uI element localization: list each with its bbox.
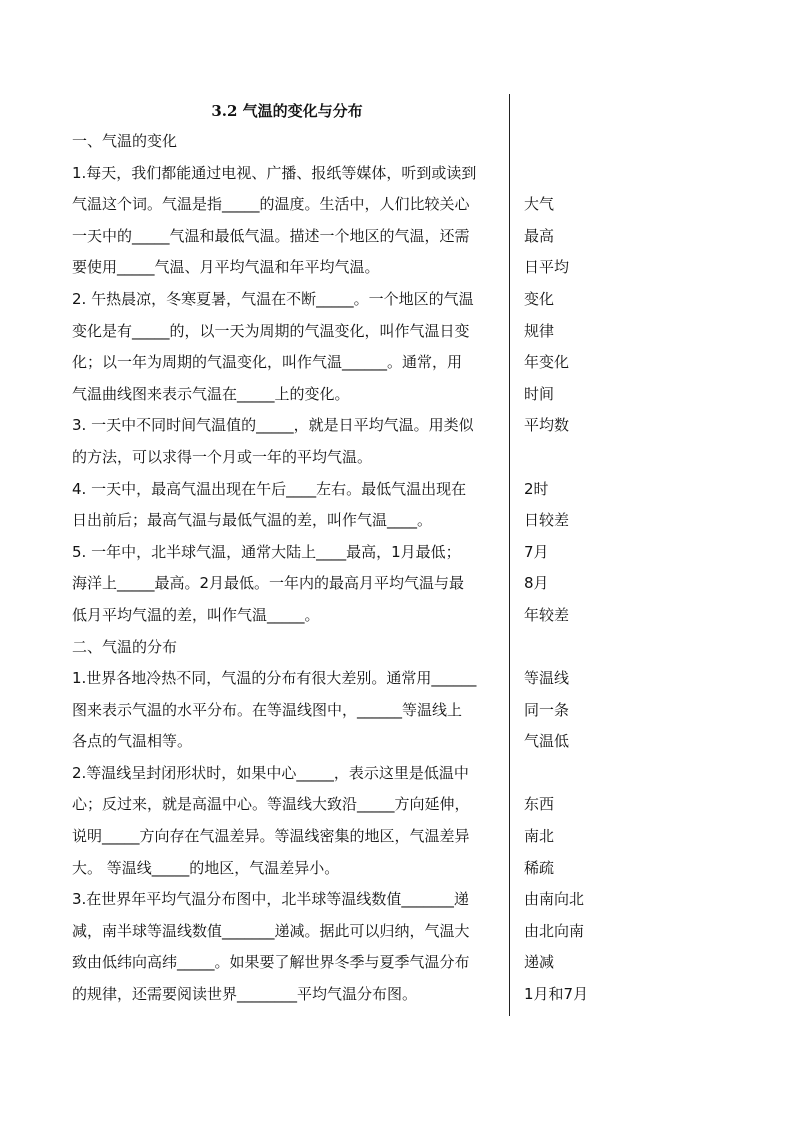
answer-line: 时间 xyxy=(524,384,555,403)
section-heading-1: 一、气温的变化 xyxy=(72,132,178,150)
answer-line: 平均数 xyxy=(524,416,570,435)
question-line: 日出前后；最高气温与最低气温的差，叫作气温____。 xyxy=(72,511,433,530)
question-line: 各点的气温相等。 xyxy=(72,732,193,751)
answer-line xyxy=(524,758,624,790)
question-line: 4. 一天中，最高气温出现在午后____左右。最低气温出现在 xyxy=(72,479,467,498)
answer-line: 等温线 xyxy=(524,669,570,688)
page-title: 3.2 气温的变化与分布 xyxy=(211,102,363,120)
question-line: 说明_____方向存在气温差异。等温线密集的地区，气温差异 xyxy=(72,827,470,846)
question-line: 2.等温线呈封闭形状时，如果中心_____，表示这里是低温中 xyxy=(72,763,469,782)
question-line: 气温这个词。气温是指_____的温度。生活中，人们比较关心 xyxy=(72,195,470,214)
question-line: 大。 等温线_____的地区，气温差异小。 xyxy=(72,858,340,877)
question-line: 1.世界各地冷热不同，气温的分布有很大差别。通常用______ xyxy=(72,669,477,688)
answer-line: 规律 xyxy=(524,321,555,340)
question-line: 化；以一年为周期的气温变化，叫作气温______。通常，用 xyxy=(72,353,463,372)
answer-line: 变化 xyxy=(524,289,555,308)
answer-line: 递减 xyxy=(524,953,555,972)
answer-line: 最高 xyxy=(524,226,555,245)
answer-line xyxy=(524,158,624,190)
answer-line xyxy=(524,632,624,664)
question-line: 海洋上_____最高。2月最低。一年内的最高月平均气温与最 xyxy=(72,574,465,593)
answer-line: 同一条 xyxy=(524,700,570,719)
column-divider xyxy=(509,94,510,1016)
question-line: 3. 一天中不同时间气温值的_____，就是日平均气温。用类似 xyxy=(72,416,474,435)
answer-line: 年变化 xyxy=(524,353,570,372)
answer-line: 日平均 xyxy=(524,258,570,277)
question-column xyxy=(72,126,502,1011)
question-line: 致由低纬向高纬_____。如果要了解世界冬季与夏季气温分布 xyxy=(72,953,470,972)
question-line: 3.在世界年平均气温分布图中，北半球等温线数值_______递 xyxy=(72,890,469,909)
question-line: 变化是有_____的，以一天为周期的气温变化，叫作气温日变 xyxy=(72,321,470,340)
question-line: 1.每天，我们都能通过电视、广播、报纸等媒体，听到或读到 xyxy=(72,163,477,182)
question-line: 图来表示气温的水平分布。在等温线图中，______等温线上 xyxy=(72,700,463,719)
question-line: 5. 一年中，北半球气温，通常大陆上____最高，1月最低； xyxy=(72,542,461,561)
question-line: 一天中的_____气温和最低气温。描述一个地区的气温，还需 xyxy=(72,226,470,245)
answer-line: 气温低 xyxy=(524,732,570,751)
answer-line: 日较差 xyxy=(524,511,570,530)
answer-line: 1月和7月 xyxy=(524,985,589,1004)
answer-line: 大气 xyxy=(524,195,555,214)
question-line: 2. 午热晨凉，冬寒夏暑，气温在不断_____。一个地区的气温 xyxy=(72,289,474,308)
answer-line: 年较差 xyxy=(524,605,570,624)
question-line: 的规律，还需要阅读世界________平均气温分布图。 xyxy=(72,985,418,1004)
question-line: 心；反过来，就是高温中心。等温线大致沿_____方向延伸， xyxy=(72,795,470,814)
answer-line: 由南向北 xyxy=(524,890,585,909)
answer-line xyxy=(524,126,624,158)
question-line: 要使用_____气温、月平均气温和年平均气温。 xyxy=(72,258,380,277)
answer-line: 由北向南 xyxy=(524,921,585,940)
question-line: 的方法，可以求得一个月或一年的平均气温。 xyxy=(72,447,373,466)
answer-line: 7月 xyxy=(524,542,549,561)
question-line: 气温曲线图来表示气温在_____上的变化。 xyxy=(72,384,350,403)
question-line: 减，南半球等温线数值_______递减。据此可以归纳，气温大 xyxy=(72,921,470,940)
answer-line: 2时 xyxy=(524,479,549,498)
section-heading-2: 二、气温的分布 xyxy=(72,637,178,656)
answer-line: 8月 xyxy=(524,574,549,593)
answer-line: 稀疏 xyxy=(524,858,555,877)
answer-line xyxy=(524,442,624,474)
answer-line: 南北 xyxy=(524,827,555,846)
question-line: 低月平均气温的差，叫作气温_____。 xyxy=(72,605,320,624)
answer-line: 东西 xyxy=(524,795,555,814)
answer-column xyxy=(524,126,624,1011)
